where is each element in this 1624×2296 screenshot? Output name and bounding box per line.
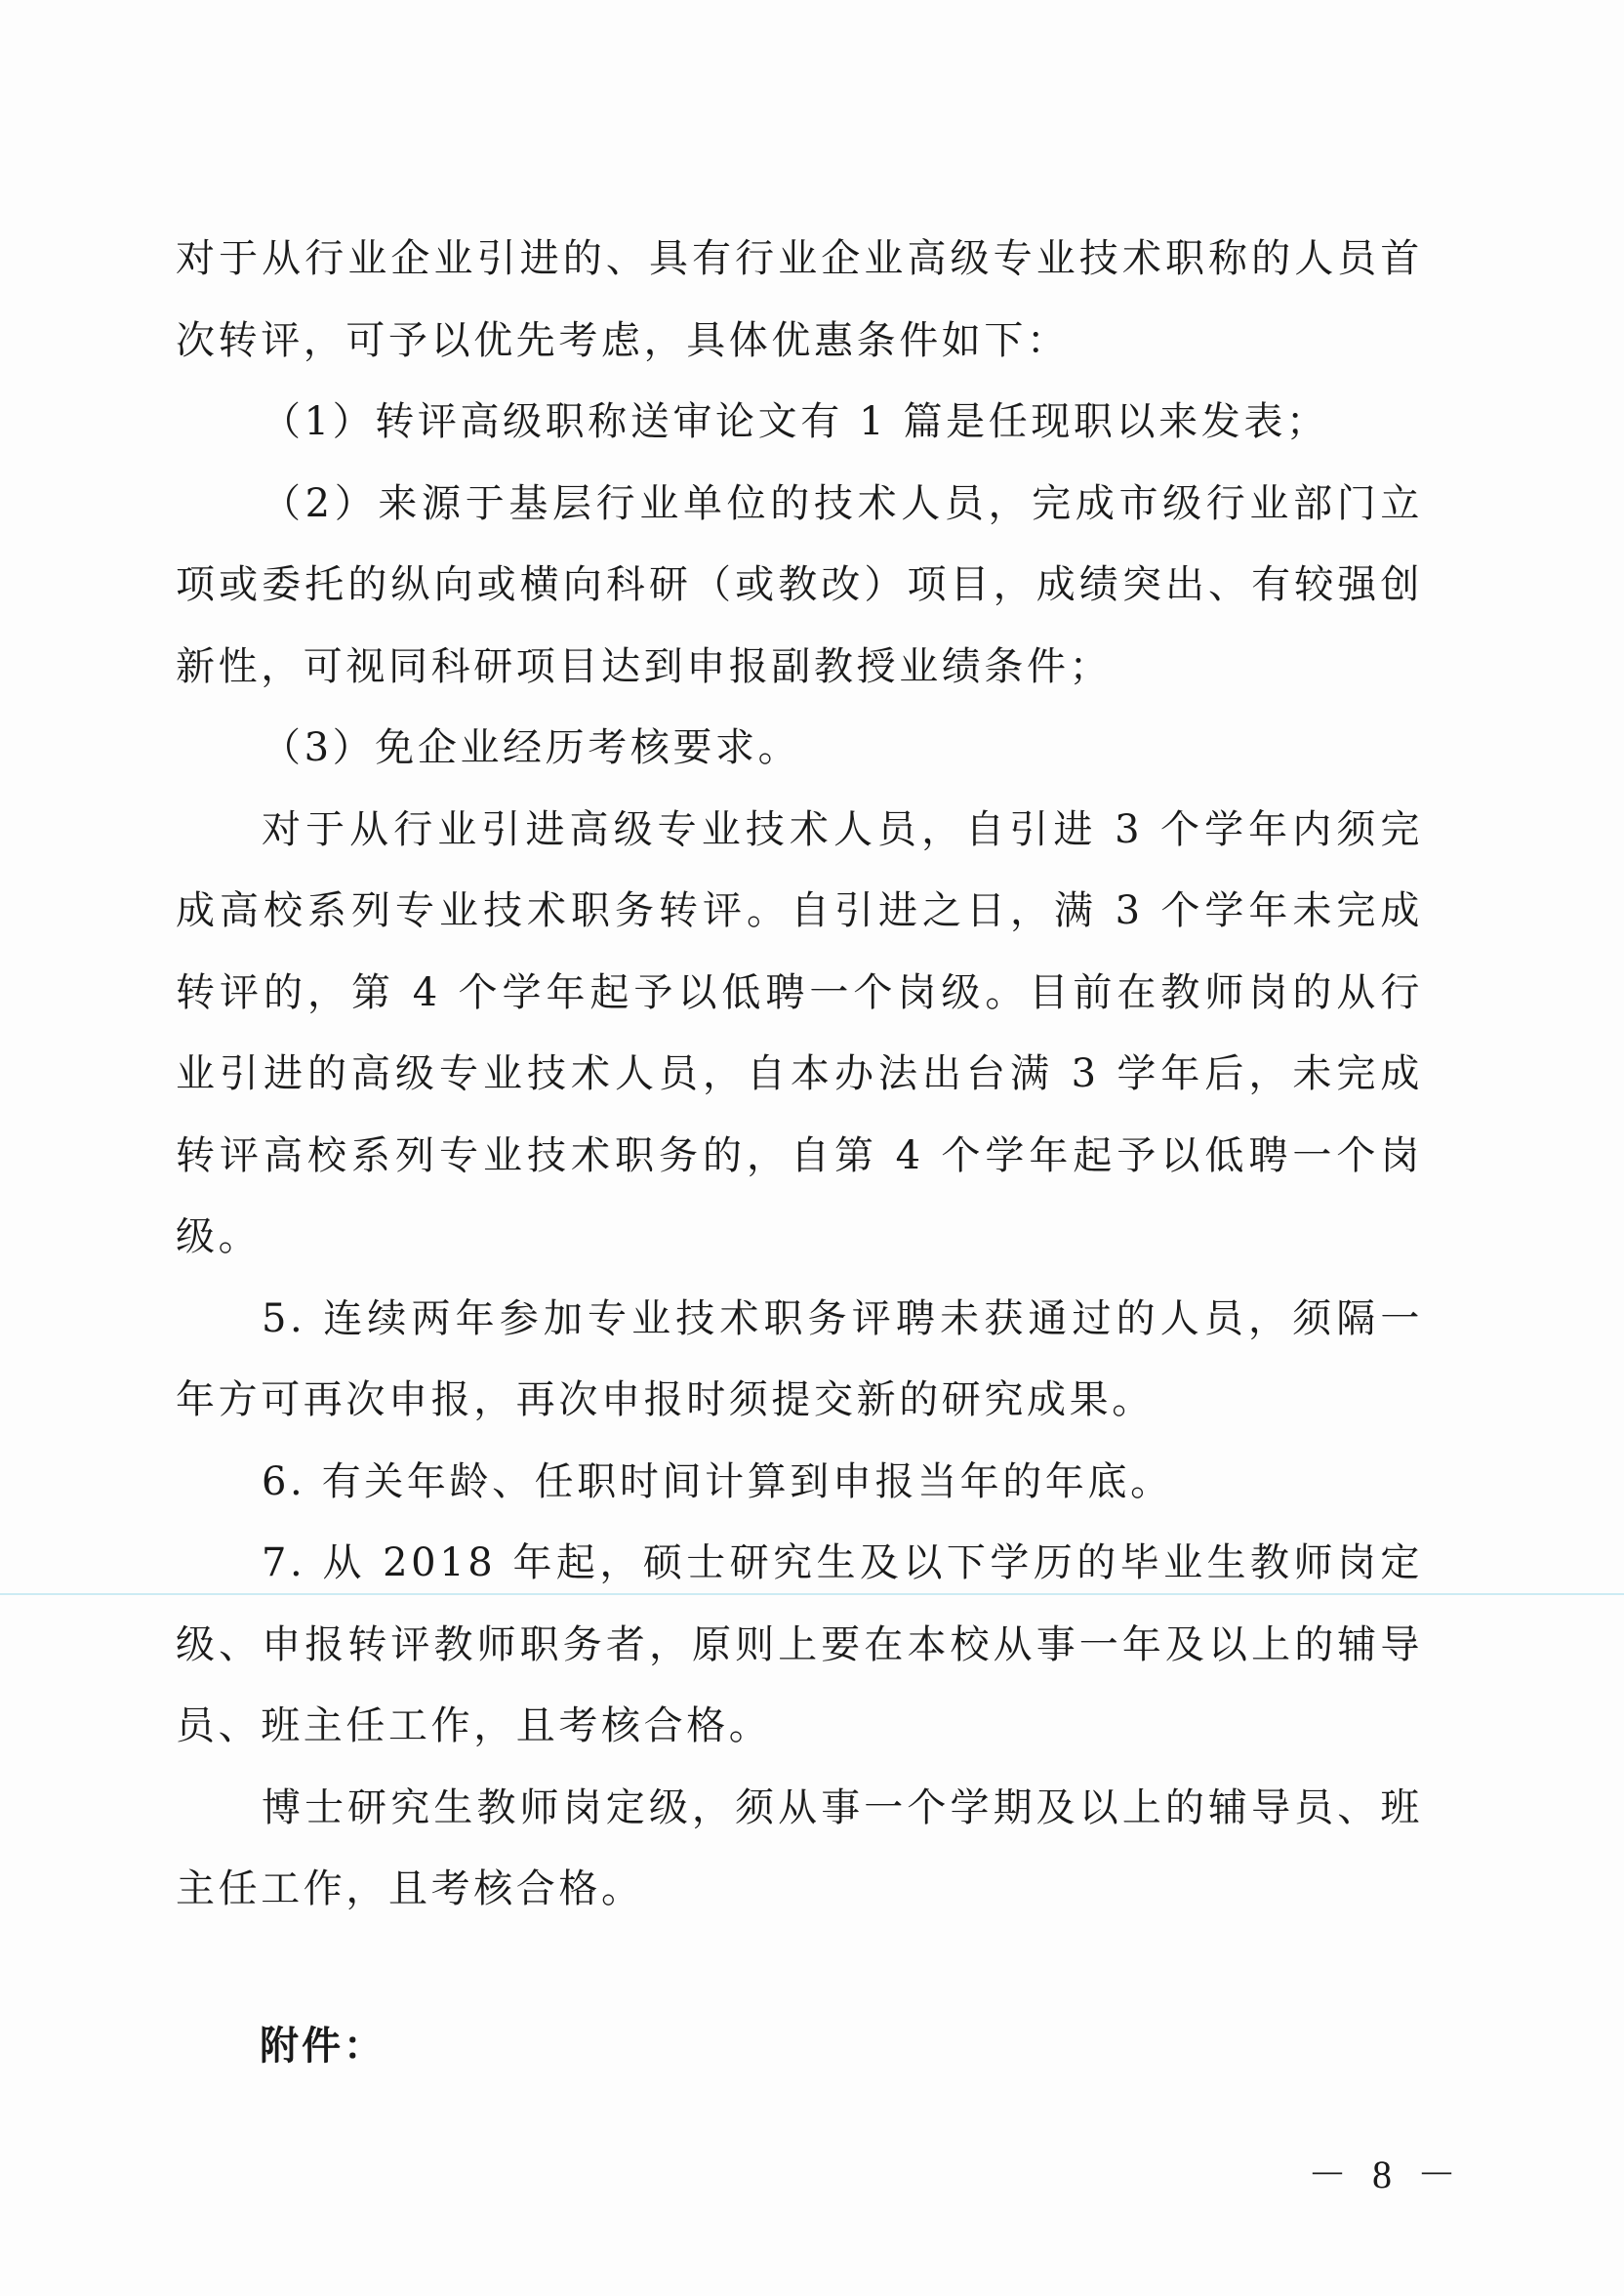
paragraph-item-6: 6. 有关年龄、任职时间计算到申报当年的年底。 (262, 1458, 1173, 1504)
attachment-label: 附件： (260, 2023, 386, 2069)
page-number: － 8 － (1308, 2152, 1464, 2196)
paragraph-doctoral: 博士研究生教师岗定级，须从事一个学期及以上的辅导员、班主任工作，且考核合格。 (176, 1784, 1423, 1911)
paragraph-condition-1: （1）转评高级职称送审论文有 1 篇是任现职以来发表； (262, 399, 1329, 444)
paragraph-item-7: 7. 从 2018 年起，硕士研究生及以下学历的毕业生教师岗定级、申报转评教师职务者，原则上要在本校从事一年及以上的辅导员、班主任工作，且考核合格。 (176, 1540, 1423, 1748)
paragraph-item-5: 5. 连续两年参加专业技术职务评聘未获通过的人员，须隔一年方可再次申报，再次申报时须提交新的研究成果。 (176, 1295, 1423, 1422)
paragraph-industry-transfer: 对于从行业引进高级专业技术人员，自引进 3 个学年内须完成高校系列专业技术职务转评。自引进之日，满 3 个学年未完成转评的，第 4 个学年起予以低聘一个岗级。目前在教师岗的从行业引进的高级专业技术人员，自本办法出台满 3 学年后，未完成转评高校系列专业技术职务的，自第 4 个学年起予以低聘一个岗级。 (176, 806, 1423, 1259)
paragraph-intro: 对于从行业企业引进的、具有行业企业高级专业技术职称的人员首次转评，可予以优先考虑，具体优惠条件如下： (176, 236, 1423, 363)
paragraph-condition-2: （2）来源于基层行业单位的技术人员，完成市级行业部门立项或委托的纵向或横向科研（或教改）项目，成绩突出、有较强创新性，可视同科研项目达到申报副教授业绩条件； (176, 480, 1423, 689)
paragraph-condition-3: （3）免企业经历考核要求。 (262, 725, 801, 770)
document-body (176, 219, 1423, 1931)
